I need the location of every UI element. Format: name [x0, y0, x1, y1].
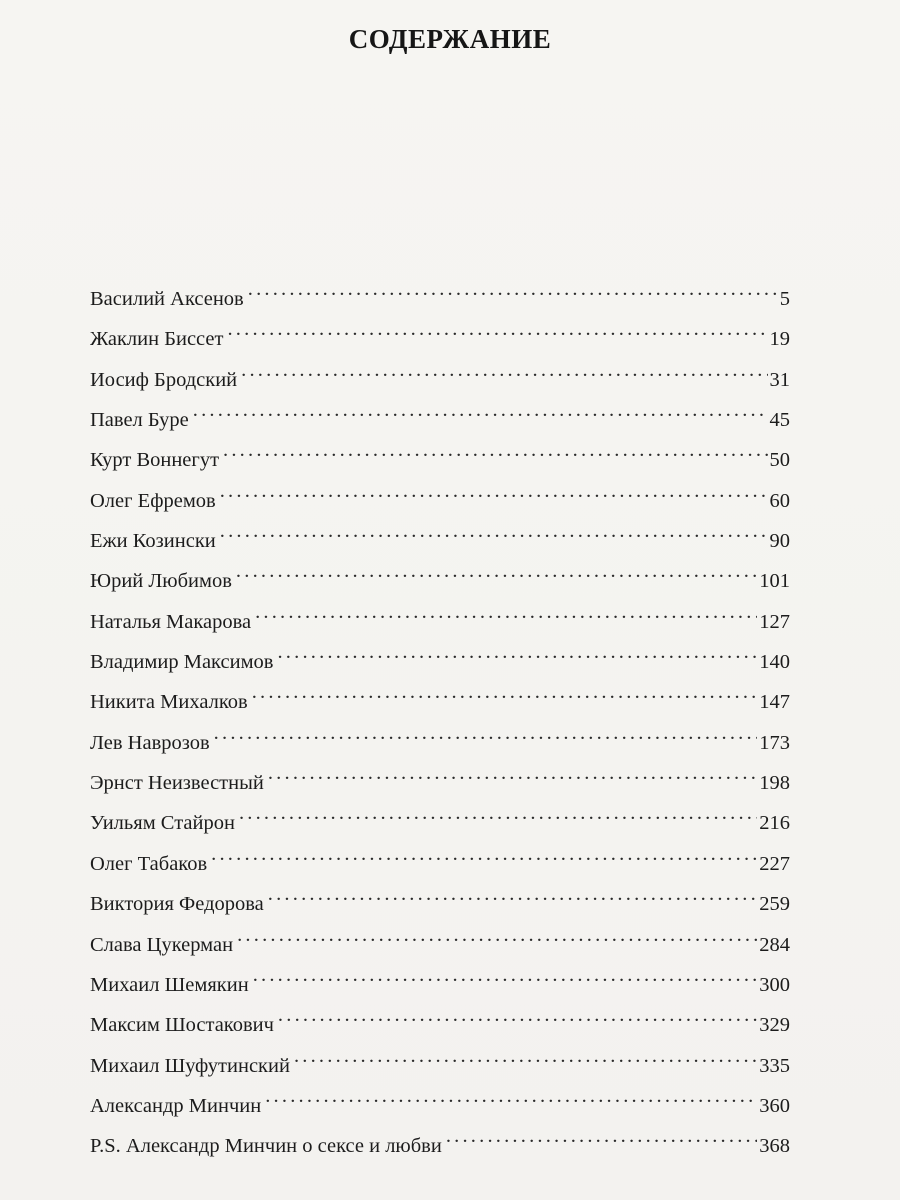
- toc-entry-page: 45: [769, 409, 790, 432]
- toc-entry: [90, 1046, 790, 1086]
- toc-leader-dots: [278, 1011, 757, 1032]
- toc-leader-dots: [237, 930, 757, 951]
- toc-leader-dots: [211, 849, 757, 870]
- toc-entry: [90, 723, 790, 763]
- toc-leader-dots: [268, 890, 757, 911]
- toc-entry: [90, 481, 790, 521]
- toc-entry-name: Владимир Максимов: [90, 651, 274, 674]
- toc-entry: [90, 360, 790, 400]
- toc-entry-name: Жаклин Биссет: [90, 328, 224, 351]
- toc-leader-dots: [252, 688, 758, 709]
- toc-leader-dots: [193, 406, 768, 427]
- toc-leader-dots: [248, 285, 778, 306]
- toc-entry-page: 329: [759, 1014, 790, 1037]
- toc-leader-dots: [227, 325, 767, 346]
- toc-entry: [90, 844, 790, 884]
- toc-entry-name: Слава Цукерман: [90, 933, 234, 956]
- toc-entry: [90, 319, 790, 359]
- toc-entry-page: 90: [769, 530, 790, 553]
- toc-entry: [90, 440, 790, 480]
- table-of-contents: [90, 279, 790, 1167]
- toc-entry-page: 360: [759, 1094, 790, 1117]
- toc-entry-page: 259: [759, 893, 790, 916]
- toc-entry-page: 140: [759, 651, 790, 674]
- toc-entry-name: Курт Воннегут: [90, 449, 220, 472]
- toc-entry-page: 335: [759, 1054, 790, 1077]
- toc-entry: [90, 279, 790, 319]
- toc-leader-dots: [268, 769, 757, 790]
- toc-entry: [90, 400, 790, 440]
- toc-entry-name: Павел Буре: [90, 409, 189, 432]
- toc-leader-dots: [294, 1051, 757, 1072]
- toc-entry-page: 284: [759, 933, 790, 956]
- toc-entry-page: 19: [769, 328, 790, 351]
- toc-entry-name: P.S. Александр Минчин о сексе и любви: [90, 1135, 442, 1158]
- toc-entry-page: 127: [759, 610, 790, 633]
- toc-entry-page: 173: [759, 731, 790, 754]
- toc-entry-page: 368: [759, 1135, 790, 1158]
- toc-entry: [90, 602, 790, 642]
- toc-entry-page: 5: [779, 288, 790, 310]
- toc-entry-name: Максим Шостакович: [90, 1014, 274, 1037]
- toc-leader-dots: [223, 446, 767, 467]
- toc-entry-page: 60: [769, 489, 790, 512]
- toc-entry-name: Лев Наврозов: [90, 731, 210, 754]
- toc-leader-dots: [265, 1091, 757, 1112]
- toc-entry: [90, 763, 790, 803]
- toc-entry-name: Олег Ефремов: [90, 489, 216, 512]
- toc-leader-dots: [446, 1132, 757, 1153]
- toc-entry-name: Василий Аксенов: [90, 288, 244, 310]
- toc-entry-page: 50: [769, 449, 790, 472]
- toc-entry: [90, 803, 790, 843]
- toc-entry-page: 147: [759, 691, 790, 714]
- toc-entry-page: 198: [759, 772, 790, 795]
- toc-leader-dots: [277, 648, 757, 669]
- toc-entry-name: Михаил Шуфутинский: [90, 1054, 290, 1077]
- toc-entry: [90, 965, 790, 1005]
- toc-entry-name: Виктория Федорова: [90, 893, 264, 916]
- toc-leader-dots: [214, 728, 758, 749]
- toc-entry: [90, 925, 790, 965]
- toc-leader-dots: [239, 809, 757, 830]
- toc-entry-name: Александр Минчин: [90, 1094, 262, 1117]
- toc-leader-dots: [253, 970, 758, 991]
- toc-entry-name: Иосиф Бродский: [90, 368, 238, 391]
- toc-leader-dots: [220, 486, 768, 507]
- toc-leader-dots: [236, 567, 757, 588]
- toc-entry-page: 216: [759, 812, 790, 835]
- toc-entry-name: Михаил Шемякин: [90, 973, 249, 996]
- toc-leader-dots: [241, 365, 767, 386]
- toc-entry-page: 31: [769, 368, 790, 391]
- toc-entry-name: Эрнст Неизвестный: [90, 772, 264, 795]
- toc-entry-name: Ежи Козински: [90, 530, 216, 553]
- toc-entry: [90, 1126, 790, 1166]
- toc-leader-dots: [255, 607, 757, 628]
- toc-entry-name: Уильям Стайрон: [90, 812, 235, 835]
- toc-leader-dots: [220, 527, 768, 548]
- toc-entry-page: 300: [759, 973, 790, 996]
- toc-entry-name: Юрий Любимов: [90, 570, 232, 593]
- toc-entry: [90, 1005, 790, 1045]
- toc-entry: [90, 642, 790, 682]
- toc-entry: [90, 682, 790, 722]
- toc-entry-page: 101: [759, 570, 790, 593]
- page-title: СОДЕРЖАНИЕ: [348, 24, 552, 54]
- toc-entry: [90, 521, 790, 561]
- toc-entry: [90, 1086, 790, 1126]
- toc-entry-page: 227: [759, 852, 790, 875]
- toc-entry-name: Олег Табаков: [90, 852, 208, 875]
- toc-entry-name: Наталья Макарова: [90, 610, 252, 633]
- toc-entry: [90, 561, 790, 601]
- toc-entry-name: Никита Михалков: [90, 691, 248, 714]
- toc-entry: [90, 884, 790, 924]
